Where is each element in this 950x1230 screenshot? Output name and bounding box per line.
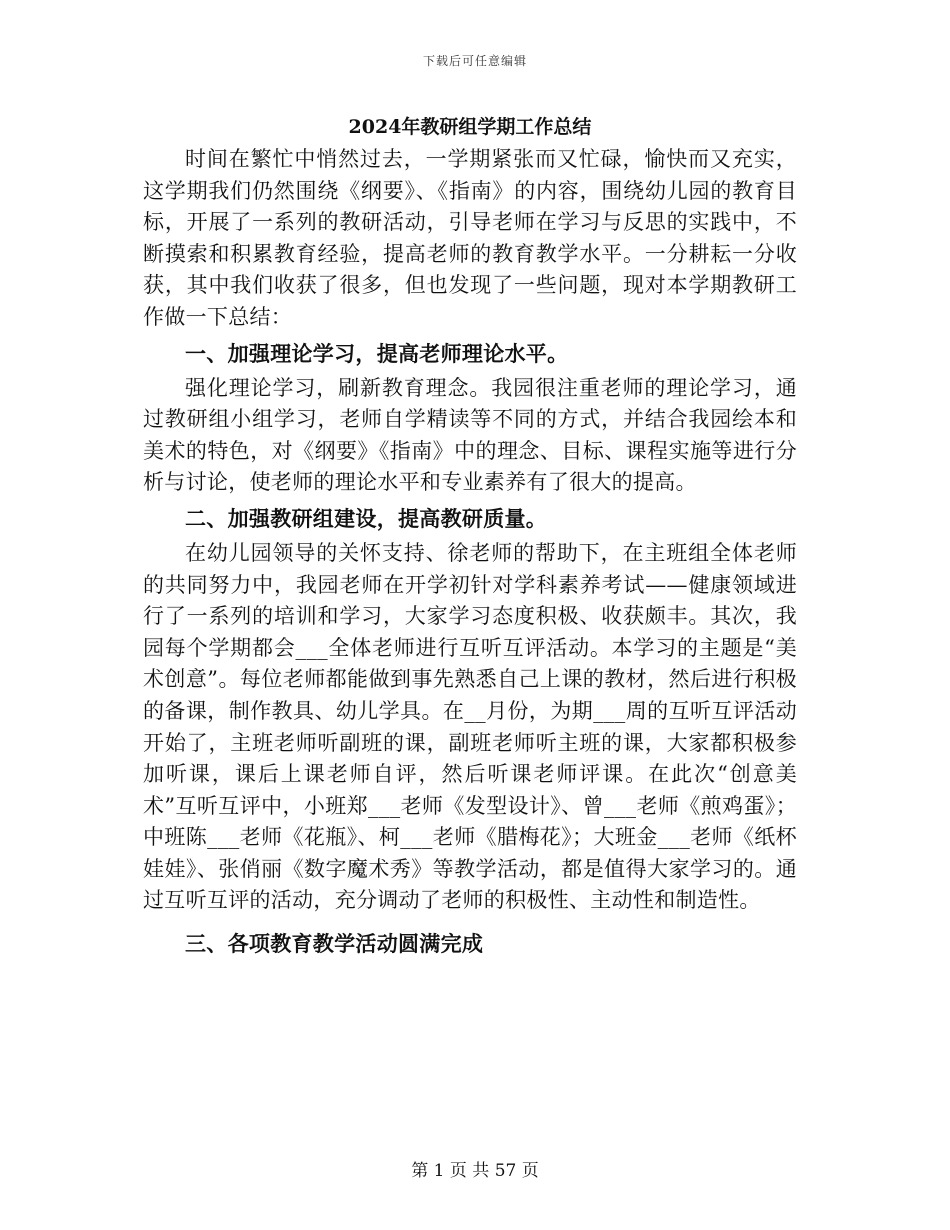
section-body-1: 强化理论学习，刷新教育理念。我园很注重老师的理论学习，通过教研组小组学习，老师自学精读等不同的方式，并结合我园绘本和美术的特色，对《纲要》《指南》中的理念、目标、课程实施等进行分析与讨论，使老师的理论水平和专业素养有了很大的提高。 <box>143 375 797 495</box>
section-body-2: 在幼儿园领导的关怀支持、徐老师的帮助下，在主班组全体老师的共同努力中，我园老师在开学初针对学科素养考试——健康领域进行了一系列的培训和学习，大家学习态度积极、收获颇丰。其次，我园每个学期都会___全体老师进行互听互评活动。本学习的主题是“美术创意”。每位老师都能做到事先熟悉自己上课的教材，然后进行积极的备课，制作教具、幼儿学具。在__月份，为期___周的互听互评活动开始了，主班老师听副班的课，副班老师听主班的课，大家都积极参加听课，课后上课老师自评，然后听课老师评课。在此次“创意美术”互听互评中，小班郑___老师《发型设计》、曾___老师《煎鸡蛋》；中班陈___老师《花瓶》、柯___老师《腊梅花》；大班金___老师《纸杯娃娃》、张俏丽《数字魔术秀》等教学活动，都是值得大家学习的。通过互听互评的活动，充分调动了老师的积极性、主动性和制造性。 <box>143 540 797 913</box>
document-title: 2024年教研组学期工作总结 <box>348 116 592 138</box>
intro-paragraph: 时间在繁忙中悄然过去，一学期紧张而又忙碌，愉快而又充实，这学期我们仍然围绕《纲要》、《指南》的内容，围绕幼儿园的教育目标，开展了一系列的教研活动，引导老师在学习与反思的实践中，不断摸索和积累教育经验，提高老师的教育教学水平。一分耕耘一分收获，其中我们收获了很多，但也发现了一些问题，现对本学期教研工作做一下总结： <box>143 147 797 329</box>
section-heading-3: 三、各项教育教学活动圆满完成 <box>185 931 484 957</box>
section-heading-2: 二、加强教研组建设，提高教研质量。 <box>185 505 548 531</box>
page-number-footer: 第 1 页 共 57 页 <box>411 1161 539 1181</box>
section-heading-1: 一、加强理论学习，提高老师理论水平。 <box>185 340 569 366</box>
document-body <box>143 112 797 963</box>
page-header-note: 下载后可任意编辑 <box>422 54 527 68</box>
